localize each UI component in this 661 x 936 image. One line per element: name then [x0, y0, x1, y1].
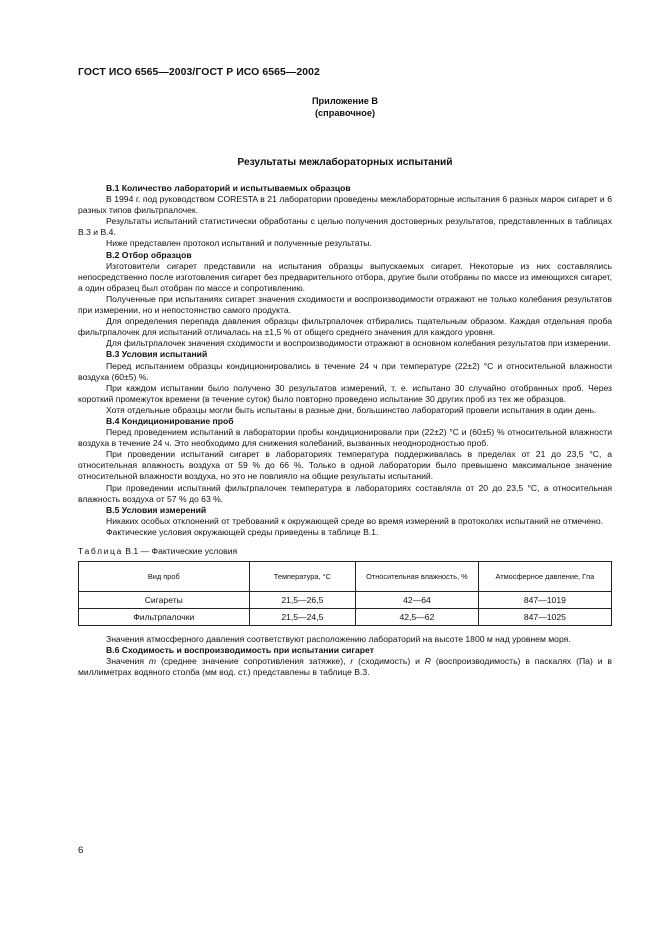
table-caption-label: Таблица	[78, 546, 123, 556]
section-b1-heading: В.1 Количество лабораторий и испытываемых образцов	[106, 183, 351, 193]
appendix-note: (справочное)	[314, 108, 375, 118]
table-cell: 42—64	[356, 592, 479, 609]
page-title: Результаты межлабораторных испытаний	[237, 157, 453, 168]
text-run: (сходимость) и	[353, 656, 425, 667]
table-row	[79, 592, 612, 609]
table-cell: 21,5—26,5	[249, 592, 356, 609]
appendix-heading	[78, 95, 612, 119]
section-b6-heading: В.6 Сходимость и воспроизводимость при испытании сигарет	[106, 645, 374, 656]
table-cell: 42,5—62	[356, 609, 479, 626]
table-header-row	[79, 562, 612, 592]
section-b4-heading: В.4 Кондиционирование проб	[106, 415, 234, 426]
table-caption-text: В.1 — Фактические условия	[122, 546, 238, 556]
column-header: Температура, °С	[249, 562, 356, 592]
paragraph: Значения атмосферного давления соответствуют расположению лабораторий на высоте 1800 м над уровнем моря.	[106, 634, 571, 645]
paragraph	[78, 656, 612, 678]
paragraph: Полученные при испытаниях сигарет значения сходимости и воспроизводимости отражают не только колебания результатов при измерении, но и непостоянство самого продукта.	[78, 293, 612, 316]
table-cell: 847—1025	[478, 609, 611, 626]
standard-header: ГОСТ ИСО 6565—2003/ГОСТ Р ИСО 6565—2002	[78, 67, 320, 78]
text-run: (среднее значение сопротивления затяжке),	[156, 656, 351, 667]
text-run: Значения	[106, 656, 149, 667]
paragraph: Перед испытанием образцы кондиционировались в течение 24 ч при температуре (22±2) °С и относительной влажности воздуха (60±5) %.	[78, 360, 612, 382]
conditions-table	[78, 561, 612, 626]
paragraph: Ниже представлен протокол испытаний и полученные результаты.	[106, 238, 372, 249]
table-cell: Фильтрпалочки	[79, 609, 250, 626]
paragraph: При проведении испытаний фильтрпалочек температура в лабораториях составляла от 20 до 23,5 °С, а относительная влажность воздуха от 57 % до 63 %.	[78, 482, 612, 504]
symbol-R: R	[424, 656, 432, 667]
table-caption	[78, 546, 612, 557]
section-b2-heading: В.2 Отбор образцов	[106, 249, 192, 260]
paragraph: Фактические условия окружающей среды приведены в таблице В.1.	[106, 526, 379, 537]
paragraph: Изготовители сигарет представили на испытания образцы выпускаемых сигарет. Некоторые из них составлялись непосредственно после изготовления сигарет без предварительного отбора, другие были отобраны по массе из имеющихся сигарет, а один образец был отобран по массе и сопротивлению.	[78, 260, 612, 293]
document-body	[78, 183, 612, 678]
symbol-m: m	[148, 656, 157, 667]
symbol-r: r	[350, 656, 354, 667]
paragraph: Для определения перепада давления образцы фильтрпалочек отбирались тщательным образом. Каждая отдельная проба фильтрпалочек для испытаний отличалась на ±1,5 % от общего среднего значения для каждого уровня.	[78, 316, 612, 338]
column-header: Относительная влажность, %	[356, 562, 479, 592]
section-b5-heading: В.5 Условия измерений	[106, 504, 207, 515]
paragraph: Хотя отдельные образцы могли быть испытаны в разные дни, большинство лабораторий провели испытания в один день.	[106, 404, 597, 415]
appendix-label: Приложение В	[311, 96, 379, 106]
table-cell: 847—1019	[478, 592, 611, 609]
paragraph: Результаты испытаний статистически обработаны с целью получения достоверных результатов, представленных в таблицах В.3 и В.4.	[78, 216, 612, 238]
paragraph: Перед проведением испытаний в лаборатории пробы кондиционировали при (22±2) °С и (60±5) % относительной влажности воздуха в течение 24 ч. Это необходимо для снижения колебаний, вызванных неоднородностью проб.	[78, 427, 612, 449]
paragraph: Для фильтрпалочек значения сходимости и воспроизводимости отражают в основном колебания результатов при измерении.	[106, 338, 611, 349]
paragraph: При проведении испытаний сигарет в лабораториях температура поддерживалась в пределах от 21 до 23,5 °С, а относительная влажность воздуха от 59 % до 66 %. Только в одной лаборатории было превышено максимальное значение относительной влажности воздуха, но это не повлияло на общие результаты испытаний.	[78, 449, 612, 482]
table-cell: 21,5—24,5	[249, 609, 356, 626]
paragraph: При каждом испытании было получено 30 результатов измерений, т. е. испытано 30 случайно отобранных проб. Через короткий промежуток времени (в течение суток) было повторно проведено испытание 30 других проб из тех же образцов.	[78, 382, 612, 404]
column-header: Вид проб	[79, 562, 250, 592]
column-header: Атмосферное давление, Гпа	[478, 562, 611, 592]
page-number: 6	[78, 845, 84, 856]
paragraph: В 1994 г. под руководством CORESTA в 21 лаборатории проведены межлабораторные испытания 6 разных марок сигарет и 6 разных типов фильтрпалочек.	[78, 194, 612, 216]
table-row	[79, 609, 612, 626]
table-cell: Сигареты	[79, 592, 250, 609]
section-b3-heading: В.3 Условия испытаний	[106, 349, 208, 360]
paragraph: Никаких особых отклонений от требований к окружающей среде во время измерений в протоколах испытаний не отмечено.	[106, 515, 604, 526]
text-run: (воспроизводимость) в паскалях (Па) и в миллиметрах водяного столба (мм вод. ст.) представлены в таблице В.3.	[78, 656, 612, 678]
